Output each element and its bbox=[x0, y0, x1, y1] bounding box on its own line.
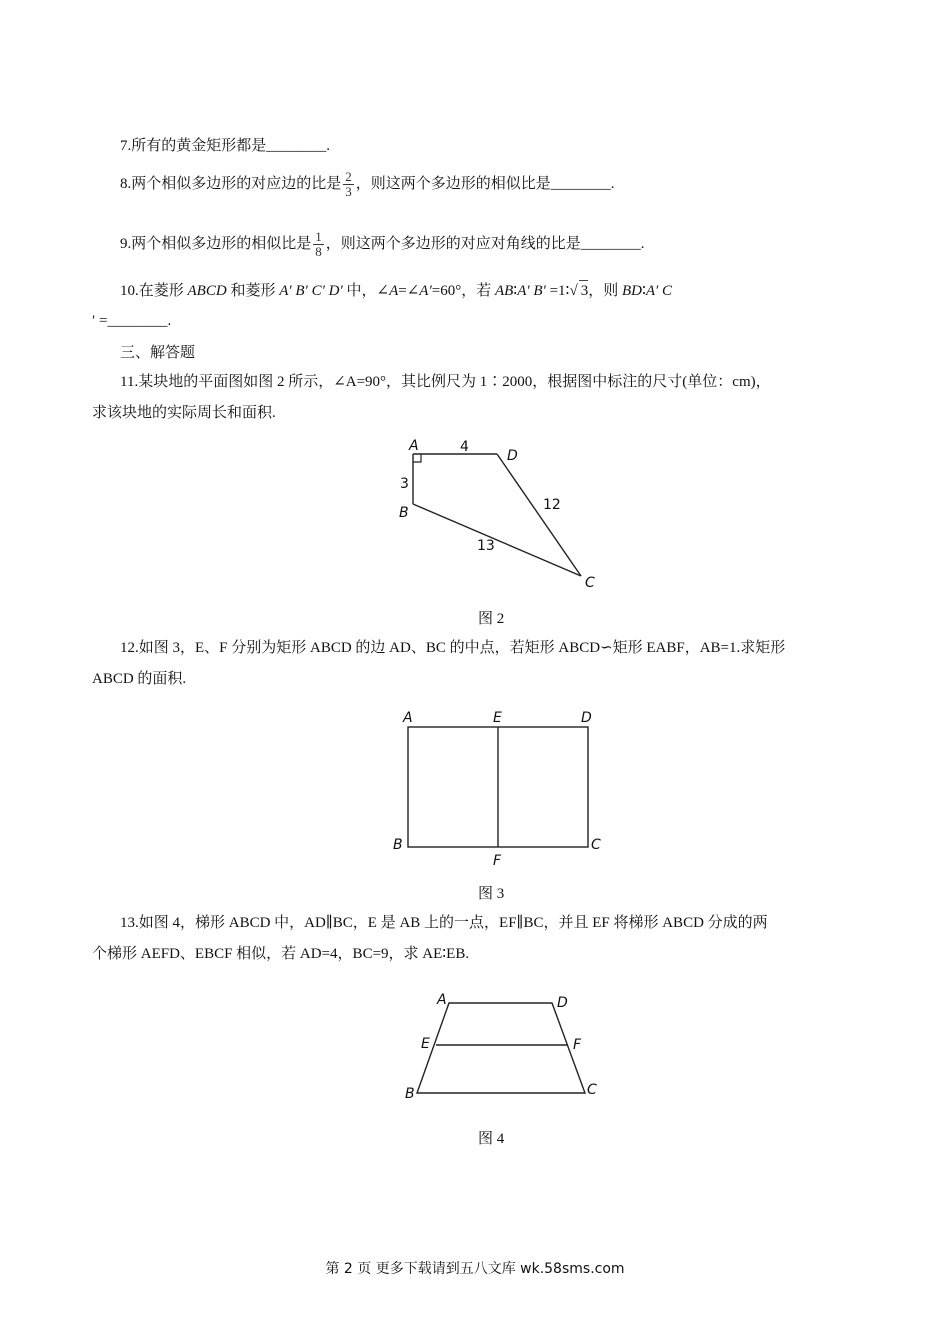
vertex-label-b: B bbox=[399, 505, 409, 521]
text: ∶ bbox=[641, 283, 646, 299]
page-footer: 第 2 页 更多下载请到五八文库 wk.58sms.com bbox=[325, 1261, 625, 1277]
vertex-label-a: A bbox=[437, 992, 447, 1008]
figure-4-diagram bbox=[395, 985, 615, 1110]
vertex-label-f: F bbox=[573, 1037, 582, 1053]
sqrt-symbol: √ bbox=[569, 283, 578, 299]
fraction bbox=[343, 170, 354, 199]
vertex-label-e: E bbox=[421, 1036, 430, 1052]
vertex-label-c: C bbox=[585, 575, 595, 591]
text: 中，∠ bbox=[346, 283, 390, 299]
problem-9-suffix: ，则这两个多边形的对应对角线的比是________. bbox=[325, 235, 645, 252]
text: =1∶ bbox=[549, 283, 570, 299]
trapezoid-abcd bbox=[417, 1003, 585, 1093]
problem-8-suffix: ，则这两个多边形的相似比是________. bbox=[355, 175, 615, 192]
problem-9 bbox=[120, 230, 645, 259]
text: 10.在菱形 bbox=[120, 283, 184, 299]
problem-10-line2: ′ =________. bbox=[92, 313, 172, 329]
text: ，则 bbox=[588, 283, 619, 299]
right-angle-mark bbox=[413, 454, 421, 462]
problem-13-line1: 13.如图 4，梯形 ABCD 中，AD∥BC，E 是 AB 上的一点，EF∥BC，并且 EF 将梯形 ABCD 分成的两 bbox=[120, 915, 768, 931]
problem-8 bbox=[120, 170, 615, 199]
fraction bbox=[313, 230, 324, 259]
vertex-label-b: B bbox=[393, 837, 403, 853]
math-var: BD bbox=[621, 283, 642, 299]
math-var: AB bbox=[494, 283, 514, 299]
problem-11-line2: 求该块地的实际周长和面积. bbox=[92, 405, 276, 421]
vertex-label-c: C bbox=[591, 837, 601, 853]
fraction-denominator: 8 bbox=[315, 244, 322, 259]
math-var: A′ C bbox=[645, 283, 673, 299]
math-var: A′ bbox=[419, 283, 432, 299]
vertex-label-d: D bbox=[557, 995, 568, 1011]
problem-8-prefix: 8.两个相似多边形的对应边的比是 bbox=[120, 175, 342, 192]
length-label-ad: 4 bbox=[460, 439, 469, 455]
length-label-bc: 13 bbox=[477, 538, 495, 554]
math-var: A bbox=[389, 283, 399, 299]
vertex-label-d: D bbox=[507, 448, 518, 464]
vertex-label-c: C bbox=[587, 1082, 597, 1098]
text: =60°，若 bbox=[431, 283, 492, 299]
vertex-label-e: E bbox=[493, 710, 502, 726]
problem-11-line1: 11.某块地的平面图如图 2 所示，∠A=90°，其比例尺为 1∶2000，根据图中标注的尺寸(单位：cm)， bbox=[120, 374, 771, 390]
vertex-label-d: D bbox=[581, 710, 592, 726]
problem-13-line2: 个梯形 AEFD、EBCF 相似，若 AD=4，BC=9，求 AE∶EB. bbox=[92, 946, 470, 962]
vertex-label-a: A bbox=[403, 710, 413, 726]
problem-7: 7.所有的黄金矩形都是________. bbox=[120, 138, 331, 154]
length-label-dc: 12 bbox=[543, 497, 561, 513]
problem-10 bbox=[120, 280, 672, 301]
figure-3-caption: 图 3 bbox=[478, 886, 505, 902]
figure-4-caption: 图 4 bbox=[478, 1131, 505, 1147]
text: 和菱形 bbox=[230, 283, 276, 299]
vertex-label-a: A bbox=[409, 438, 419, 454]
text: ∶ bbox=[513, 283, 518, 299]
fraction-numerator: 2 bbox=[345, 169, 352, 184]
math-var: ABCD bbox=[187, 283, 227, 299]
fraction-denominator: 3 bbox=[345, 184, 352, 199]
text: =∠ bbox=[398, 283, 420, 299]
sqrt-radicand: 3 bbox=[579, 280, 589, 301]
problem-12-line2: ABCD 的面积. bbox=[92, 671, 187, 687]
length-label-ab: 3 bbox=[400, 476, 409, 492]
vertex-label-f: F bbox=[493, 853, 502, 869]
figure-2-diagram bbox=[385, 432, 615, 597]
fraction-numerator: 1 bbox=[315, 229, 322, 244]
section-title: 三、解答题 bbox=[120, 345, 196, 361]
vertex-label-b: B bbox=[405, 1086, 415, 1102]
problem-9-prefix: 9.两个相似多边形的相似比是 bbox=[120, 235, 312, 252]
math-var: A′ B′ C′ D′ bbox=[279, 283, 343, 299]
math-var: A′ B′ bbox=[517, 283, 546, 299]
problem-12-line1: 12.如图 3，E、F 分别为矩形 ABCD 的边 AD、BC 的中点，若矩形 ABCD∽矩形 EABF，AB=1.求矩形 bbox=[120, 640, 786, 656]
figure-3-diagram bbox=[385, 703, 615, 873]
figure-2-caption: 图 2 bbox=[478, 611, 505, 627]
